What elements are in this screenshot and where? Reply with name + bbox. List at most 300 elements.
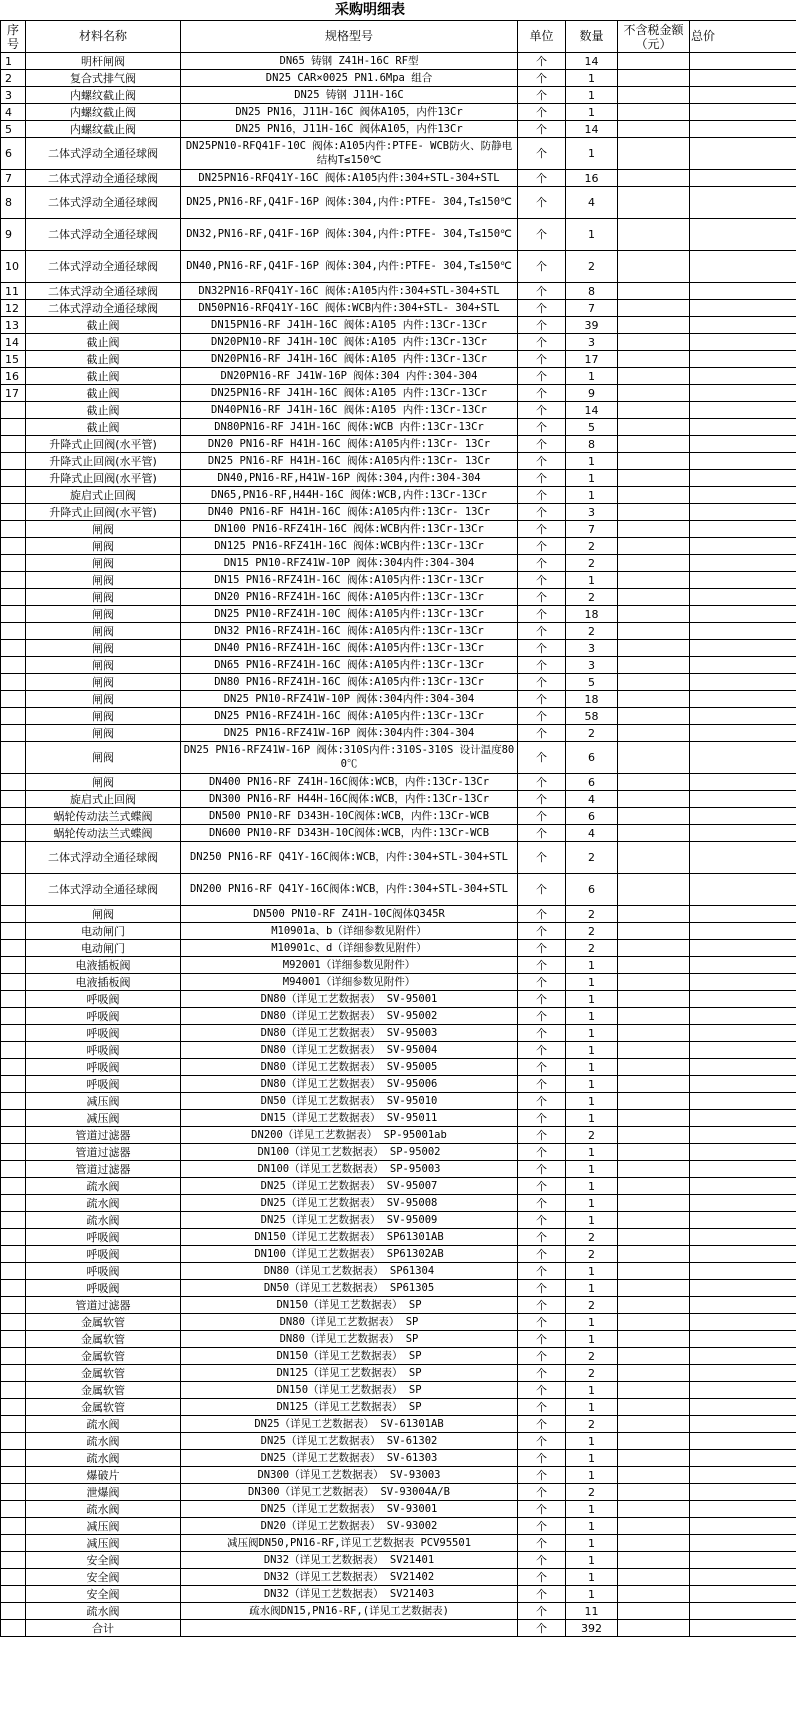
quantity: 1 [566,1450,618,1467]
unit: 个 [518,842,566,874]
table-row [1,1586,796,1603]
table-row [1,640,796,657]
spec-model: DN80 PN16-RFZ41H-16C 阀体:A105内件:13Cr-13Cr [181,674,518,691]
total-price-cell [690,251,796,283]
total-price-cell [690,1416,796,1433]
amount-cell [618,572,690,589]
quantity: 1 [566,1008,618,1025]
amount-cell [618,1229,690,1246]
spec-model: DN15（详见工艺数据表） SV-95011 [181,1110,518,1127]
material-name: 闸阀 [26,725,181,742]
table-row [1,1008,796,1025]
row-number [1,623,26,640]
amount-cell [618,742,690,774]
unit: 个 [518,623,566,640]
quantity: 14 [566,53,618,70]
material-name: 二体式浮动全通径球阀 [26,251,181,283]
quantity: 2 [566,1297,618,1314]
material-name: 金属软管 [26,1365,181,1382]
spec-model: DN32 PN16-RFZ41H-16C 阀体:A105内件:13Cr-13Cr [181,623,518,640]
spec-model: DN20 PN16-RFZ41H-16C 阀体:A105内件:13Cr-13Cr [181,589,518,606]
row-number [1,436,26,453]
material-name: 减压阀 [26,1535,181,1552]
quantity: 1 [566,1331,618,1348]
table-row [1,742,796,774]
table-row [1,351,796,368]
spec-model: DN25 PN16，J11H-16C 阀体A105，内件13Cr [181,104,518,121]
material-name: 二体式浮动全通径球阀 [26,842,181,874]
spec-model: DN20PN16-RF J41H-16C 阀体:A105 内件:13Cr-13Cr [181,351,518,368]
quantity: 1 [566,1586,618,1603]
spec-model: DN80（详见工艺数据表） SP61304 [181,1263,518,1280]
unit: 个 [518,657,566,674]
table-row [1,1365,796,1382]
table-row [1,1467,796,1484]
spec-model: DN25 PN10-RFZ41W-10P 阀体:304内件:304-304 [181,691,518,708]
total-price-cell [690,572,796,589]
total-price-cell [690,842,796,874]
spec-model: DN32PN16-RFQ41Y-16C 阀体:A105内件:304+STL-304+STL [181,283,518,300]
amount-cell [618,957,690,974]
material-name: 闸阀 [26,906,181,923]
material-name: 闸阀 [26,606,181,623]
amount-cell [618,300,690,317]
spec-model: DN32（详见工艺数据表） SV21401 [181,1552,518,1569]
material-name: 呼吸阀 [26,1263,181,1280]
quantity: 1 [566,572,618,589]
quantity: 1 [566,1467,618,1484]
material-name: 升降式止回阀(水平管) [26,504,181,521]
row-number [1,1467,26,1484]
spec-model: DN100（详见工艺数据表） SP61302AB [181,1246,518,1263]
total-price-cell [690,104,796,121]
spec-model: DN150（详见工艺数据表） SP [181,1297,518,1314]
material-name: 截止阀 [26,334,181,351]
unit: 个 [518,1042,566,1059]
spec-model: DN65 铸钢 Z41H-16C RF型 [181,53,518,70]
quantity: 1 [566,1280,618,1297]
total-price-cell [690,657,796,674]
spec-model: DN150（详见工艺数据表） SP [181,1348,518,1365]
amount-cell [618,1569,690,1586]
material-name: 闸阀 [26,657,181,674]
unit: 个 [518,1076,566,1093]
amount-cell [618,1093,690,1110]
quantity: 1 [566,1144,618,1161]
row-number [1,1382,26,1399]
amount-cell [618,1331,690,1348]
spec-model: DN25PN16-RFQ41Y-16C 阀体:A105内件:304+STL-304+STL [181,170,518,187]
table-row [1,1416,796,1433]
row-number [1,957,26,974]
quantity: 1 [566,1535,618,1552]
amount-cell [618,419,690,436]
quantity: 1 [566,1025,618,1042]
unit: 个 [518,1161,566,1178]
unit: 个 [518,825,566,842]
amount-cell [618,589,690,606]
quantity: 9 [566,385,618,402]
quantity: 7 [566,521,618,538]
table-row [1,991,796,1008]
row-number: 9 [1,219,26,251]
quantity: 11 [566,1603,618,1620]
quantity: 1 [566,1314,618,1331]
quantity: 2 [566,1127,618,1144]
total-price-cell [690,504,796,521]
material-name: 泄爆阀 [26,1484,181,1501]
row-number: 15 [1,351,26,368]
quantity: 3 [566,657,618,674]
row-number [1,1535,26,1552]
unit: 个 [518,555,566,572]
amount-cell [618,1450,690,1467]
spec-model: DN500 PN10-RF Z41H-10C阀体Q345R [181,906,518,923]
table-row [1,555,796,572]
total-unit: 个 [518,1620,566,1637]
amount-cell [618,1518,690,1535]
table-row [1,825,796,842]
spec-model: DN40 PN16-RF H41H-16C 阀体:A105内件:13Cr- 13Cr [181,504,518,521]
spec-model: DN25 PN16-RFZ41W-16P 阀体:310S内件:310S-310S 设计温度800℃ [181,742,518,774]
amount-cell [618,1280,690,1297]
unit: 个 [518,974,566,991]
total-price-cell [690,825,796,842]
material-name: 闸阀 [26,589,181,606]
material-name: 复合式排气阀 [26,70,181,87]
material-name: 疏水阀 [26,1603,181,1620]
quantity: 5 [566,419,618,436]
material-name: 升降式止回阀(水平管) [26,470,181,487]
total-spec [181,1620,518,1637]
amount-cell [618,1059,690,1076]
amount-cell [618,1297,690,1314]
table-row [1,1263,796,1280]
table-row [1,1161,796,1178]
table-row [1,725,796,742]
amount-cell [618,1246,690,1263]
amount-cell [618,1603,690,1620]
row-number: 11 [1,283,26,300]
material-name: 电液插板阀 [26,957,181,974]
table-row [1,1331,796,1348]
material-name: 旋启式止回阀 [26,487,181,504]
table-row [1,674,796,691]
spec-model: DN80PN16-RF J41H-16C 阀体:WCB 内件:13Cr-13Cr [181,419,518,436]
table-row [1,138,796,170]
spec-model: DN300（详见工艺数据表） SV-93003 [181,1467,518,1484]
table-row [1,70,796,87]
quantity: 1 [566,991,618,1008]
material-name: 闸阀 [26,521,181,538]
table-row [1,53,796,70]
material-name: 安全阀 [26,1569,181,1586]
total-price-cell [690,1365,796,1382]
quantity: 5 [566,674,618,691]
unit: 个 [518,521,566,538]
total-price-cell [690,623,796,640]
amount-cell [618,1416,690,1433]
table-row [1,251,796,283]
material-name: 疏水阀 [26,1501,181,1518]
amount-cell [618,368,690,385]
total-price-cell [690,708,796,725]
total-price-cell [690,1501,796,1518]
amount-cell [618,640,690,657]
amount-cell [618,1161,690,1178]
spec-model: DN20PN16-RF J41W-16P 阀体:304 内件:304-304 [181,368,518,385]
total-price-cell [690,1280,796,1297]
row-number: 5 [1,121,26,138]
spec-model: DN80（详见工艺数据表） SP [181,1314,518,1331]
row-number [1,991,26,1008]
unit: 个 [518,1314,566,1331]
total-quantity: 392 [566,1620,618,1637]
unit: 个 [518,808,566,825]
quantity: 2 [566,842,618,874]
total-price-cell [690,368,796,385]
total-price-cell [690,53,796,70]
material-name: 二体式浮动全通径球阀 [26,300,181,317]
row-number [1,1008,26,1025]
table-row [1,842,796,874]
unit: 个 [518,351,566,368]
quantity: 1 [566,974,618,991]
material-name: 金属软管 [26,1348,181,1365]
total-price-cell [690,957,796,974]
spec-model: DN25（详见工艺数据表） SV-61302 [181,1433,518,1450]
quantity: 1 [566,1263,618,1280]
unit: 个 [518,1195,566,1212]
header-unit: 单位 [518,21,566,53]
amount-cell [618,825,690,842]
quantity: 14 [566,121,618,138]
unit: 个 [518,1297,566,1314]
amount-cell [618,521,690,538]
table-row [1,1399,796,1416]
unit: 个 [518,1144,566,1161]
spec-model: DN80（详见工艺数据表） SV-95002 [181,1008,518,1025]
row-number [1,1093,26,1110]
amount-cell [618,657,690,674]
table-row [1,974,796,991]
spec-model: DN25 PN16-RFZ41H-16C 阀体:A105内件:13Cr-13Cr [181,708,518,725]
amount-cell [618,170,690,187]
row-number [1,1110,26,1127]
spec-model: 减压阀DN50,PN16-RF,详见工艺数据表 PCV95501 [181,1535,518,1552]
row-number [1,825,26,842]
row-number [1,1552,26,1569]
unit: 个 [518,504,566,521]
spec-model: DN20（详见工艺数据表） SV-93002 [181,1518,518,1535]
quantity: 2 [566,555,618,572]
table-row [1,923,796,940]
row-number [1,572,26,589]
amount-cell [618,1008,690,1025]
unit: 个 [518,1433,566,1450]
unit: 个 [518,1331,566,1348]
spec-model: DN25（详见工艺数据表） SV-95008 [181,1195,518,1212]
spec-model: DN65,PN16-RF,H44H-16C 阀体:WCB,内件:13Cr-13Cr [181,487,518,504]
table-row [1,623,796,640]
total-price-cell [690,1331,796,1348]
total-price-cell [690,1178,796,1195]
material-name: 闸阀 [26,640,181,657]
spec-model: DN25PN16-RF J41H-16C 阀体:A105 内件:13Cr-13Cr [181,385,518,402]
spec-model: DN15 PN16-RFZ41H-16C 阀体:A105内件:13Cr-13Cr [181,572,518,589]
quantity: 58 [566,708,618,725]
total-price-cell [690,1025,796,1042]
row-number [1,774,26,791]
row-number [1,640,26,657]
total-price-cell [690,351,796,368]
amount-cell [618,453,690,470]
quantity: 1 [566,219,618,251]
total-price-cell [690,774,796,791]
material-name: 二体式浮动全通径球阀 [26,138,181,170]
quantity: 2 [566,1348,618,1365]
spec-model: DN15 PN10-RFZ41W-10P 阀体:304内件:304-304 [181,555,518,572]
unit: 个 [518,87,566,104]
row-number [1,808,26,825]
total-row [1,1620,796,1637]
spec-model: DN300（详见工艺数据表） SV-93004A/B [181,1484,518,1501]
spec-model: DN65 PN16-RFZ41H-16C 阀体:A105内件:13Cr-13Cr [181,657,518,674]
material-name: 管道过滤器 [26,1127,181,1144]
row-number [1,1450,26,1467]
amount-cell [618,1586,690,1603]
amount-cell [618,402,690,419]
unit: 个 [518,923,566,940]
amount-cell [618,351,690,368]
table-row [1,1042,796,1059]
row-number: 1 [1,53,26,70]
amount-cell [618,1399,690,1416]
quantity: 1 [566,1518,618,1535]
sheet-title [0,0,796,20]
quantity: 1 [566,138,618,170]
material-name: 截止阀 [26,317,181,334]
unit: 个 [518,691,566,708]
amount-cell [618,1195,690,1212]
material-name: 呼吸阀 [26,1246,181,1263]
row-number [1,487,26,504]
total-price-cell [690,1603,796,1620]
row-number [1,1416,26,1433]
material-name: 闸阀 [26,555,181,572]
amount-cell [618,53,690,70]
total-price-cell [690,725,796,742]
amount-cell [618,283,690,300]
total-price-cell [690,1297,796,1314]
row-number: 14 [1,334,26,351]
amount-cell [618,121,690,138]
total-price-cell [690,1195,796,1212]
header-price: 总价 [690,21,796,53]
unit: 个 [518,317,566,334]
sheet-title-text: 采购明细表 [335,2,405,18]
amount-cell [618,1348,690,1365]
row-number [1,538,26,555]
material-name: 疏水阀 [26,1195,181,1212]
spec-model: DN50PN16-RFQ41Y-16C 阀体:WCB内件:304+STL- 304+STL [181,300,518,317]
unit: 个 [518,1008,566,1025]
material-name: 金属软管 [26,1382,181,1399]
quantity: 1 [566,70,618,87]
row-number [1,1144,26,1161]
total-price-cell [690,1484,796,1501]
amount-cell [618,906,690,923]
spec-model: DN32（详见工艺数据表） SV21403 [181,1586,518,1603]
amount-cell [618,504,690,521]
total-price-cell [690,170,796,187]
total-price-cell [690,991,796,1008]
row-number [1,725,26,742]
procurement-table [0,20,796,1637]
quantity: 2 [566,589,618,606]
table-row [1,1144,796,1161]
material-name: 疏水阀 [26,1433,181,1450]
material-name: 闸阀 [26,708,181,725]
spec-model: DN125（详见工艺数据表） SP [181,1365,518,1382]
table-row [1,1127,796,1144]
table-row [1,1025,796,1042]
table-row [1,436,796,453]
row-number [1,906,26,923]
row-number [1,1246,26,1263]
quantity: 6 [566,808,618,825]
unit: 个 [518,1059,566,1076]
total-price-cell [690,1552,796,1569]
material-name: 电液插板阀 [26,974,181,991]
row-number [1,874,26,906]
table-row [1,1484,796,1501]
row-number [1,1297,26,1314]
unit: 个 [518,1365,566,1382]
spec-model: DN40PN16-RF J41H-16C 阀体:A105 内件:13Cr-13Cr [181,402,518,419]
material-name: 闸阀 [26,674,181,691]
total-amount-cell [618,1620,690,1637]
quantity: 8 [566,283,618,300]
quantity: 2 [566,906,618,923]
material-name: 内螺纹截止阀 [26,87,181,104]
table-row [1,1552,796,1569]
amount-cell [618,1501,690,1518]
amount-cell [618,1382,690,1399]
amount-cell [618,70,690,87]
quantity: 1 [566,1552,618,1569]
unit: 个 [518,1416,566,1433]
quantity: 1 [566,1501,618,1518]
material-name: 呼吸阀 [26,1008,181,1025]
total-price-cell [690,1144,796,1161]
total-price-cell [690,1399,796,1416]
unit: 个 [518,906,566,923]
quantity: 4 [566,187,618,219]
total-price-cell [690,317,796,334]
header-amount: 不含税金额（元） [618,21,690,53]
spec-model: 疏水阀DN15,PN16-RF,(详见工艺数据表) [181,1603,518,1620]
unit: 个 [518,170,566,187]
row-number [1,691,26,708]
spec-model: DN25 PN10-RFZ41H-10C 阀体:A105内件:13Cr-13Cr [181,606,518,623]
total-price-cell [690,640,796,657]
amount-cell [618,1144,690,1161]
total-price-cell [690,1093,796,1110]
quantity: 2 [566,1484,618,1501]
row-number [1,555,26,572]
quantity: 16 [566,170,618,187]
